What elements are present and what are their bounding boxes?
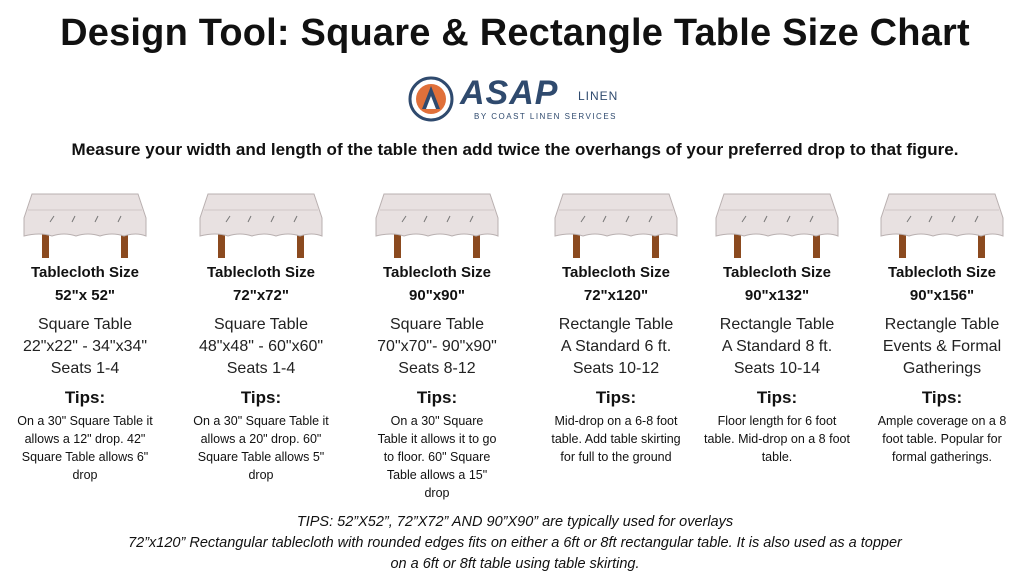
table-illustration-icon xyxy=(712,188,842,258)
tablecloth-size-value: 90"x156" xyxy=(909,287,975,304)
table-type-line: 48"x48" - 60"x60" xyxy=(198,338,324,355)
table-type xyxy=(352,314,522,380)
table-illustration-icon xyxy=(20,188,150,258)
tablecloth-size-value: 90"x90" xyxy=(409,287,465,304)
tablecloth-size-label: Tablecloth Size xyxy=(561,264,671,281)
tips-text: Ample coverage on a 8 foot table. Popular for formal gatherings. xyxy=(877,414,1007,464)
logo-brand-suffix: LINEN xyxy=(578,89,619,103)
table-illustration-icon xyxy=(551,188,681,258)
table-type xyxy=(692,314,862,380)
tips-heading: Tips: xyxy=(921,388,963,407)
table-type-line: Seats 10-14 xyxy=(733,360,821,377)
table-type-line: Seats 1-4 xyxy=(226,360,296,377)
page-title: Design Tool: Square & Rectangle Table Size Chart xyxy=(60,12,970,54)
footer-tips xyxy=(0,512,1030,575)
tablecloth-column-5 xyxy=(692,188,862,466)
tips-heading: Tips: xyxy=(416,388,458,407)
tips-text: On a 30" Square Table it allows it to go to floor. 60" Square Table allows a 15" drop xyxy=(377,414,497,500)
tablecloth-size-label: Tablecloth Size xyxy=(382,264,492,281)
tablecloth-size-label: Tablecloth Size xyxy=(722,264,832,281)
table-type-line: Rectangle Table xyxy=(719,316,835,333)
table-illustration-icon xyxy=(372,188,502,258)
tablecloth-size-label: Tablecloth Size xyxy=(206,264,316,281)
tablecloth-column-6 xyxy=(857,188,1027,466)
tablecloth-size-value: 72"x72" xyxy=(233,287,289,304)
tablecloth-column-1 xyxy=(0,188,170,484)
table-type xyxy=(857,314,1027,380)
brand-logo xyxy=(408,74,638,126)
table-type xyxy=(0,314,170,380)
table-type xyxy=(176,314,346,380)
logo-emblem-icon xyxy=(408,76,454,122)
table-illustration-icon xyxy=(877,188,1007,258)
table-type-line: Seats 8-12 xyxy=(398,360,476,377)
table-type-line: Events & Formal xyxy=(882,338,1002,355)
instructions-text: Measure your width and length of the table then add twice the overhangs of your preferred drop to that figure. xyxy=(71,140,959,159)
table-type-line: 22"x22" - 34"x34" xyxy=(22,338,148,355)
tips-heading: Tips: xyxy=(240,388,282,407)
tips-text: On a 30" Square Table it allows a 12" drop. 42" Square Table allows 6" drop xyxy=(17,414,153,482)
table-type-line: A Standard 6 ft. xyxy=(560,338,672,355)
tablecloth-column-3 xyxy=(352,188,522,502)
table-type-line: A Standard 8 ft. xyxy=(721,338,833,355)
tablecloth-size-value: 72"x120" xyxy=(583,287,649,304)
tablecloth-size-value: 90"x132" xyxy=(744,287,810,304)
table-type-line: 70"x70"- 90"x90" xyxy=(377,338,497,355)
logo-tagline: BY COAST LINEN SERVICES xyxy=(474,112,617,121)
tips-text: Mid-drop on a 6-8 foot table. Add table skirting for full to the ground xyxy=(551,414,681,464)
tablecloth-size-label: Tablecloth Size xyxy=(30,264,140,281)
tablecloth-size-value: 52"x 52" xyxy=(54,287,116,304)
table-type-line: Square Table xyxy=(38,316,132,333)
footer-line: on a 6ft or 8ft table using table skirting. xyxy=(390,556,640,572)
table-type-line: Square Table xyxy=(214,316,308,333)
tips-text: Floor length for 6 foot table. Mid-drop on a 8 foot table. xyxy=(704,414,850,464)
footer-line: TIPS: 52”X52”, 72”X72” AND 90”X90” are typically used for overlays xyxy=(296,514,734,530)
tablecloth-column-2 xyxy=(176,188,346,484)
logo-brand-text: ASAP xyxy=(460,74,559,112)
table-type xyxy=(531,314,701,380)
tips-heading: Tips: xyxy=(756,388,798,407)
table-illustration-icon xyxy=(196,188,326,258)
tips-heading: Tips: xyxy=(64,388,106,407)
table-type-line: Seats 10-12 xyxy=(572,360,660,377)
table-type-line: Square Table xyxy=(390,316,484,333)
table-type-line: Seats 1-4 xyxy=(50,360,120,377)
tips-text: On a 30" Square Table it allows a 20" drop. 60" Square Table allows 5" drop xyxy=(193,414,329,482)
table-type-line: Rectangle Table xyxy=(884,316,1000,333)
tablecloth-size-label: Tablecloth Size xyxy=(887,264,997,281)
tablecloth-column-4 xyxy=(531,188,701,466)
table-type-line: Rectangle Table xyxy=(558,316,674,333)
footer-line: 72”x120” Rectangular tablecloth with rounded edges fits on either a 6ft or 8ft rectangular table. It is also used as a topper xyxy=(128,535,902,551)
tips-heading: Tips: xyxy=(595,388,637,407)
table-type-line: Gatherings xyxy=(902,360,982,377)
